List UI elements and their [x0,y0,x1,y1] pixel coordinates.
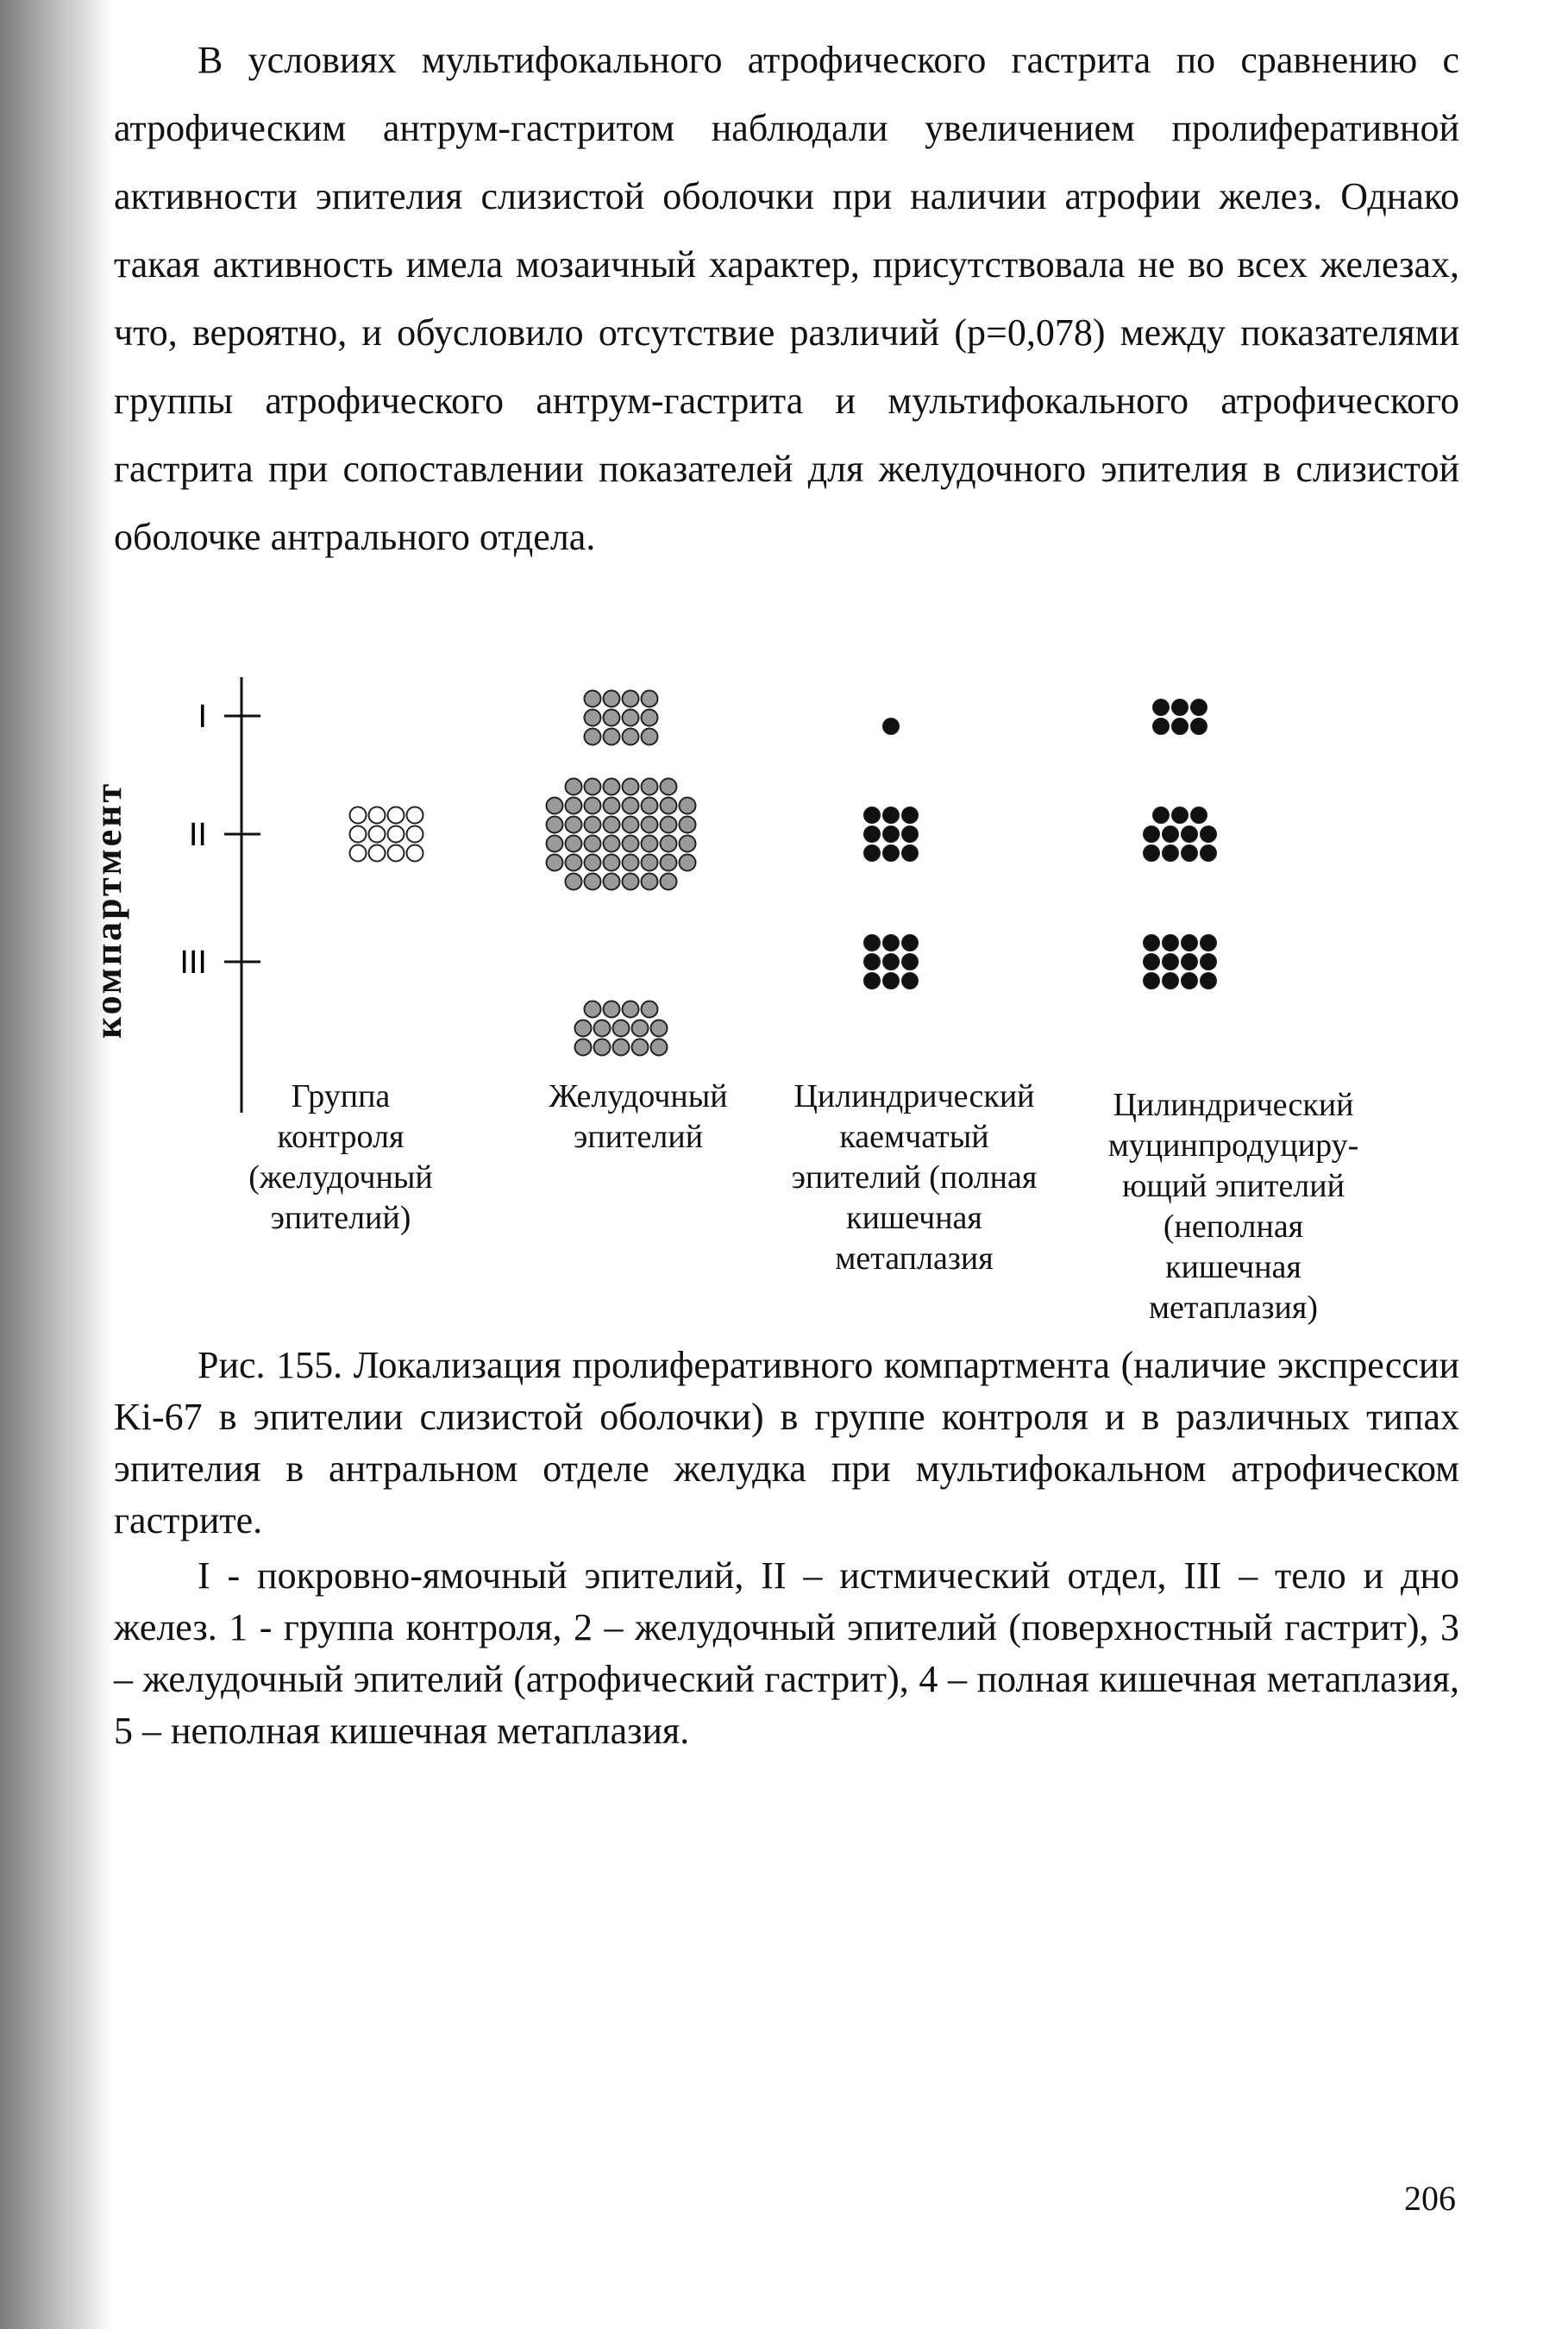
dot-marker [1163,845,1179,862]
dot-marker [883,719,900,735]
dot-marker [642,1001,658,1018]
group-label-gastric [509,1077,768,1158]
dot-marker [407,845,423,862]
dot-marker [585,691,601,707]
dot-marker [1191,719,1207,735]
dot-marker [1163,935,1179,951]
dot-marker [1201,973,1217,989]
dot-marker [623,779,639,795]
dot-marker [661,817,677,833]
dot-marker [623,836,639,852]
dot-marker [604,874,620,890]
dot-marker [1201,954,1217,970]
group-label-line: каемчатый [839,1119,989,1155]
dot-marker [547,855,563,871]
dot-marker [585,836,601,852]
group-label-line: Группа [291,1078,391,1114]
dot-marker [547,817,563,833]
dot-marker [1182,954,1198,970]
dot-marker [1153,807,1170,824]
dot-marker [604,729,620,745]
dot-marker [883,973,900,989]
dot-marker [864,845,881,862]
figure-caption-text: Рис. 155. Локализация пролиферативного компартмента (наличие экспрессии Ki-67 в эпителии слизистой оболочки) в группе контроля и в различных типах эпителия в антральном отделе желудка при мультифокальном атрофическом гастрите. [114,1344,1459,1541]
group-label-complete-metaplasia [768,1077,1061,1279]
dot-marker [661,798,677,814]
group-label-line: Желудочный [549,1078,728,1114]
dot-marker [566,836,582,852]
dot-marker [902,935,919,951]
dot-marker [864,935,881,951]
dot-marker [369,807,386,824]
group-label-line: муцинпродуциру- [1107,1127,1359,1164]
group-label-line: эпителий) [270,1200,411,1236]
dot-marker [1144,826,1160,843]
dot-marker [661,874,677,890]
dot-marker [883,845,900,862]
dot-marker [604,1001,620,1018]
dot-marker [547,798,563,814]
dot-marker [575,1020,592,1037]
dot-marker [1163,954,1179,970]
dot-marker [388,845,405,862]
dot-marker [604,836,620,852]
dot-marker [902,807,919,824]
group-label-line: (неполная [1163,1208,1304,1245]
dot-marker [642,855,658,871]
dot-marker [1191,807,1207,824]
dot-marker [883,826,900,843]
dot-marker [566,855,582,871]
dot-marker [864,826,881,843]
dot-marker [1163,973,1179,989]
dot-marker [1153,719,1170,735]
compartment-figure [87,656,1492,1328]
dot-marker [350,826,367,843]
dot-marker [350,845,367,862]
dot-marker [585,874,601,890]
group-label-line: (желудочный [248,1159,433,1196]
dot-marker [594,1039,611,1056]
dot-marker [585,1001,601,1018]
dot-marker [642,691,658,707]
scan-shadow-edge [0,0,112,2329]
dot-marker [651,1039,668,1056]
dot-marker [585,710,601,726]
dot-marker [407,807,423,824]
intro-paragraph [114,26,1459,571]
dot-marker [604,710,620,726]
dot-marker [369,826,386,843]
dot-marker [661,855,677,871]
page-number: 206 [1404,2179,1456,2218]
dot-marker [864,807,881,824]
dot-marker [1144,954,1160,970]
dot-marker [632,1020,649,1037]
dot-marker [613,1039,630,1056]
group-label-line: кишечная [1165,1249,1301,1285]
dot-marker [680,798,696,814]
dot-marker [623,1001,639,1018]
dot-marker [1144,973,1160,989]
dot-marker [585,729,601,745]
dot-marker [1182,826,1198,843]
dot-marker [1191,700,1207,716]
figure-legend [114,1550,1459,1757]
dot-marker [1153,700,1170,716]
dot-marker [632,1039,649,1056]
dot-marker [642,874,658,890]
dot-marker [604,691,620,707]
dot-marker [642,729,658,745]
dot-marker [604,779,620,795]
dot-marker [864,973,881,989]
dot-marker [604,855,620,871]
dot-marker [604,817,620,833]
y-axis-title: компартмент [87,781,129,1039]
dot-marker [623,874,639,890]
dot-marker [623,817,639,833]
dot-marker [613,1020,630,1037]
figure-caption [114,1340,1459,1547]
dot-marker [1182,935,1198,951]
dot-marker [566,874,582,890]
dot-marker [547,836,563,852]
dot-marker [1144,845,1160,862]
dot-marker [883,954,900,970]
dot-marker [642,836,658,852]
dot-marker [642,710,658,726]
intro-paragraph-text: В условиях мультифокального атрофического гастрита по сравнению с атрофическим антрум-гастритом наблюдали увеличением пролиферативной активности эпителия слизистой оболочки при наличии атрофии желез. Однако такая активность имела мозаичный характер, присутствовала не во всех железах, что, вероятно, и обусловило отсутствие различий (p=0,078) между показателями группы атрофического антрум-гастрита и мультифокального атрофического гастрита при сопоставлении показателей для желудочного эпителия в слизистой оболочке антрального отдела. [114,39,1459,558]
group-label-incomplete-metaplasia [1087,1085,1380,1328]
dot-marker [1201,845,1217,862]
dot-marker [902,826,919,843]
dot-marker [642,779,658,795]
group-label-line: ющий эпителий [1122,1168,1345,1204]
group-label-line: контроля [277,1119,405,1155]
compartment-chart [112,656,1492,1139]
group-label-line: эпителий (полная [791,1159,1038,1196]
dot-marker [1201,935,1217,951]
dot-marker [407,826,423,843]
dot-marker [623,710,639,726]
y-tick-label: III [179,945,207,981]
dot-marker [680,855,696,871]
dot-marker [902,845,919,862]
dot-marker [883,807,900,824]
dot-marker [566,798,582,814]
group-label-line: эпителий [573,1119,704,1155]
dot-marker [566,817,582,833]
dot-marker [1182,973,1198,989]
dot-marker [369,845,386,862]
dot-marker [585,855,601,871]
dot-marker [902,973,919,989]
dot-marker [623,855,639,871]
dot-marker [1163,826,1179,843]
dot-marker [604,798,620,814]
group-label-line: Цилиндрический [1113,1087,1354,1123]
dot-marker [623,798,639,814]
group-label-line: метаплазия [835,1240,994,1277]
y-tick-label: II [188,817,207,853]
dot-marker [1172,700,1189,716]
dot-marker [566,779,582,795]
dot-marker [902,954,919,970]
dot-marker [594,1020,611,1037]
dot-marker [585,798,601,814]
dot-marker [1201,826,1217,843]
y-tick-label: I [198,699,207,735]
group-label-line: кишечная [846,1200,982,1236]
dot-marker [1182,845,1198,862]
dot-marker [661,779,677,795]
group-label-control [229,1077,453,1239]
dot-marker [1172,719,1189,735]
dot-marker [642,817,658,833]
dot-marker [864,954,881,970]
dot-marker [1172,807,1189,824]
document-page [87,0,1568,2329]
dot-marker [1144,935,1160,951]
dot-marker [388,826,405,843]
group-label-line: метаплазия) [1149,1290,1318,1326]
dot-marker [680,817,696,833]
dot-marker [651,1020,668,1037]
dot-marker [623,729,639,745]
dot-marker [623,691,639,707]
dot-marker [388,807,405,824]
figure-legend-text: I - покровно-ямочный эпителий, II – истмический отдел, III – тело и дно желез. 1 - группа контроля, 2 – желудочный эпителий (поверхностный гастрит), 3 – желудочный эпителий (атрофический гастрит), 4 – полная кишечная метаплазия, 5 – неполная кишечная метаплазия. [114,1554,1459,1752]
dot-marker [350,807,367,824]
dot-marker [661,836,677,852]
dot-marker [883,935,900,951]
dot-marker [680,836,696,852]
group-label-line: Цилиндрический [793,1078,1035,1114]
dot-marker [585,817,601,833]
dot-marker [585,779,601,795]
dot-marker [642,798,658,814]
dot-marker [575,1039,592,1056]
